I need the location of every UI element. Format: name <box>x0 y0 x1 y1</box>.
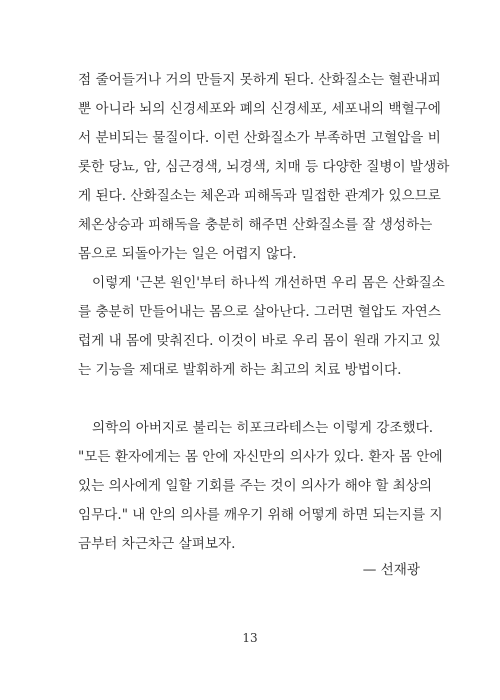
body-text-line: 임무다." 내 안의 의사를 깨우기 위해 어떻게 하면 되는지를 지 <box>78 507 443 523</box>
body-text-line: 게 된다. 산화질소는 체온과 피해독과 밀접한 관계가 있으므로 <box>78 188 441 204</box>
body-text-line: 금부터 차근차근 살펴보자. <box>78 536 236 552</box>
body-text-line: 의학의 아버지로 불리는 히포크라테스는 이렇게 강조했다. <box>92 420 434 436</box>
body-text-line: 이렇게 '근본 원인'부터 하나씩 개선하면 우리 몸은 산화질소 <box>92 275 445 291</box>
body-text-line: 점 줄어들거나 거의 만들지 못하게 된다. 산화질소는 혈관내피 <box>78 72 441 88</box>
body-text-line: 롯한 당뇨, 암, 심근경색, 뇌경색, 치매 등 다양한 질병이 발생하 <box>78 159 450 175</box>
body-text-line: 럽게 내 몸에 맞춰진다. 이것이 바로 우리 몸이 원래 가지고 있 <box>78 333 441 349</box>
body-text-line: 를 충분히 만들어내는 몸으로 살아난다. 그러면 혈압도 자연스 <box>78 304 441 320</box>
author-signature: — 선재광 <box>362 562 420 578</box>
body-text-line: 몸으로 되돌아가는 일은 어렵지 않다. <box>78 246 297 262</box>
body-text-line: "모든 환자에게는 몸 안에 자신만의 의사가 있다. 환자 몸 안에 <box>78 449 443 465</box>
body-text-line: 체온상승과 피해독을 충분히 해주면 산화질소를 잘 생성하는 <box>78 217 433 233</box>
body-text-line: 있는 의사에게 일할 기회를 주는 것이 의사가 해야 할 최상의 <box>78 478 433 494</box>
body-text-line: 는 기능을 제대로 발휘하게 하는 최고의 치료 방법이다. <box>78 362 402 378</box>
page-number: 13 <box>242 631 258 645</box>
body-text-line: 뿐 아니라 뇌의 신경세포와 폐의 신경세포, 세포내의 백혈구에 <box>78 101 441 117</box>
body-text-line: 서 분비되는 물질이다. 이런 산화질소가 부족하면 고혈압을 비 <box>78 130 441 146</box>
